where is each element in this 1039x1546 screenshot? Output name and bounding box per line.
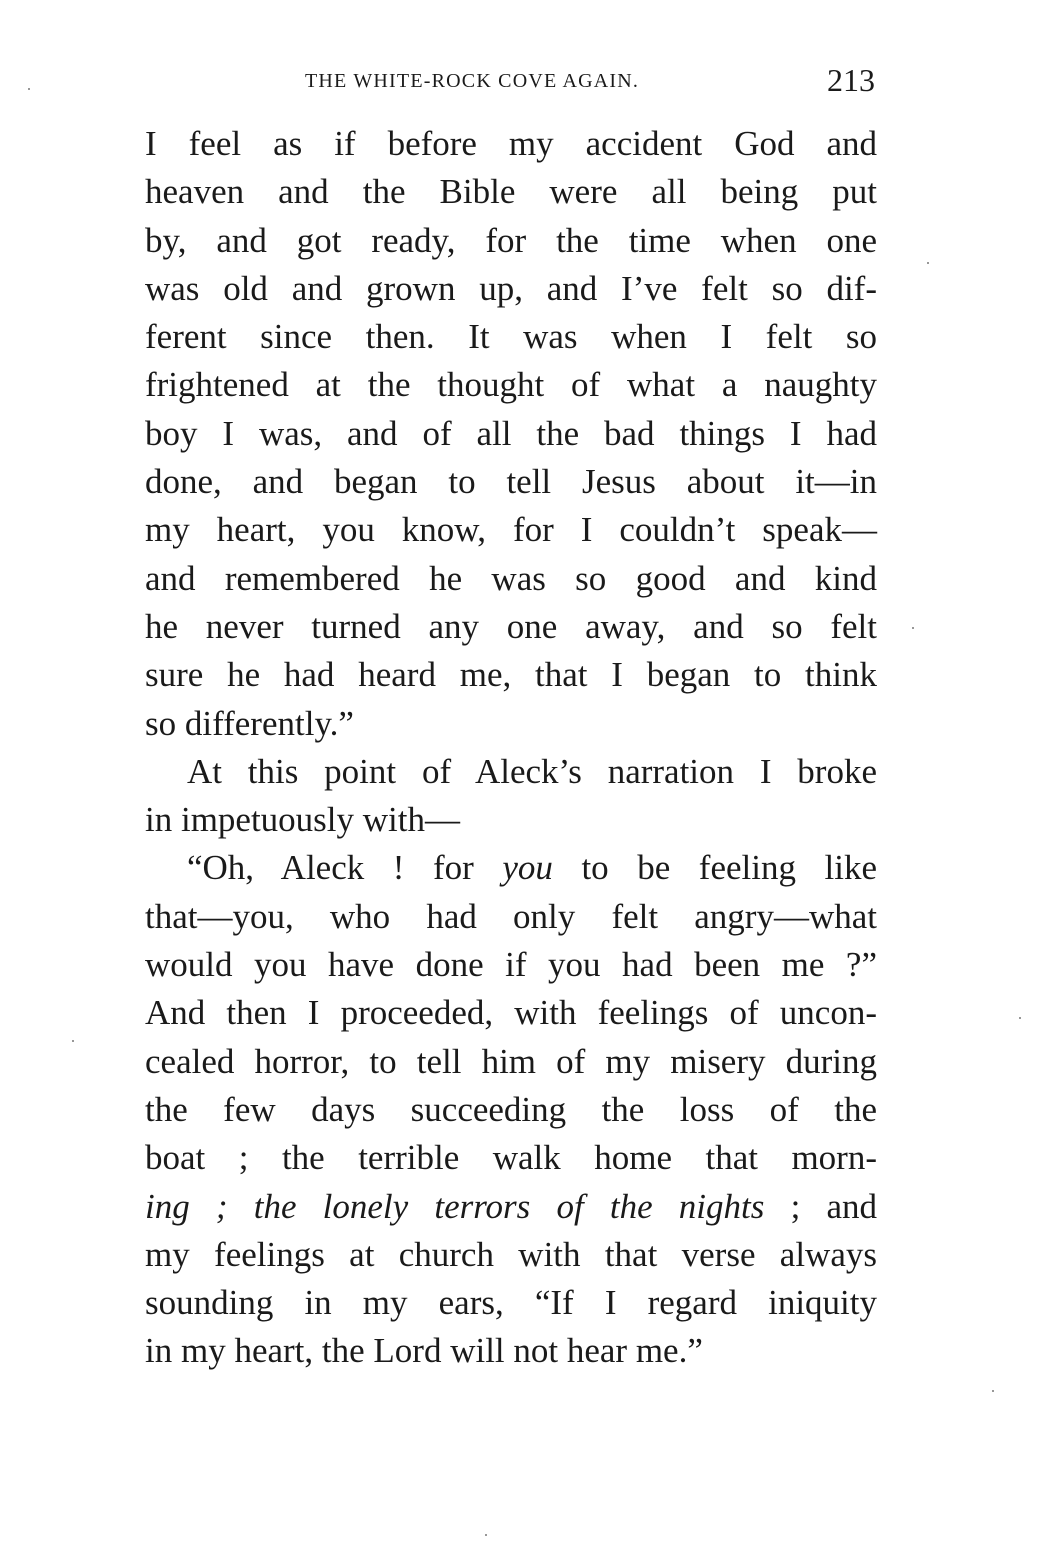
text-line: frightened at the thought of what a naughty xyxy=(145,365,877,405)
emphasis: ing ; the lonely terrors of the nights xyxy=(145,1186,765,1226)
text-line: sure he had heard me, that I began to think xyxy=(145,655,877,695)
text-line: ferent since then. It was when I felt so xyxy=(145,317,877,357)
scan-speck xyxy=(927,262,929,264)
scan-speck xyxy=(28,88,30,90)
text-line: by, and got ready, for the time when one xyxy=(145,220,877,260)
text-line: he never turned any one away, and so felt xyxy=(145,606,877,646)
scan-speck xyxy=(485,1534,487,1536)
page-number: 213 xyxy=(827,62,875,98)
text-line: my feelings at church with that verse always xyxy=(145,1234,877,1274)
text-line: And then I proceeded, with feelings of uncon- xyxy=(145,993,877,1033)
scan-speck xyxy=(72,1040,74,1042)
text-segment: “Oh, Aleck ! for xyxy=(187,848,503,888)
text-line: in impetuously with— xyxy=(145,800,460,840)
scan-speck xyxy=(912,627,914,629)
text-line: and remembered he was so good and kind xyxy=(145,558,877,598)
scan-speck xyxy=(1019,1017,1021,1019)
body-text xyxy=(145,120,877,1376)
text-line: in my heart, the Lord will not hear me.” xyxy=(145,1331,703,1371)
text-line: the few days succeeding the loss of the xyxy=(145,1089,877,1129)
text-line: I feel as if before my accident God and xyxy=(145,124,877,163)
text-line: my heart, you know, for I couldn’t speak— xyxy=(145,510,877,550)
text-line: would you have done if you had been me ?” xyxy=(145,945,877,985)
text-line: done, and began to tell Jesus about it—in xyxy=(145,462,877,502)
scan-speck xyxy=(992,1390,994,1392)
text-line: boat ; the terrible walk home that morn- xyxy=(145,1138,877,1178)
text-line: cealed horror, to tell him of my misery during xyxy=(145,1041,877,1081)
text-segment: to be feeling like xyxy=(552,848,878,888)
text-line: was old and grown up, and I’ve felt so dif- xyxy=(145,268,877,308)
text-line: heaven and the Bible were all being put xyxy=(145,172,877,212)
text-line-italic xyxy=(145,1183,877,1231)
emphasis: you xyxy=(502,848,553,888)
running-head xyxy=(305,62,885,102)
running-title: THE WHITE-ROCK COVE AGAIN. xyxy=(305,70,640,92)
text-line: At this point of Aleck’s narration I broke xyxy=(187,751,877,791)
text-line: that—you, who had only felt angry—what xyxy=(145,896,877,936)
text-line: so differently.” xyxy=(145,703,354,743)
text-line: sounding in my ears, “If I regard iniquity xyxy=(145,1283,877,1323)
text-segment: ; and xyxy=(764,1186,878,1226)
text-line: boy I was, and of all the bad things I had xyxy=(145,413,877,453)
text-line-quote-open xyxy=(145,844,877,892)
